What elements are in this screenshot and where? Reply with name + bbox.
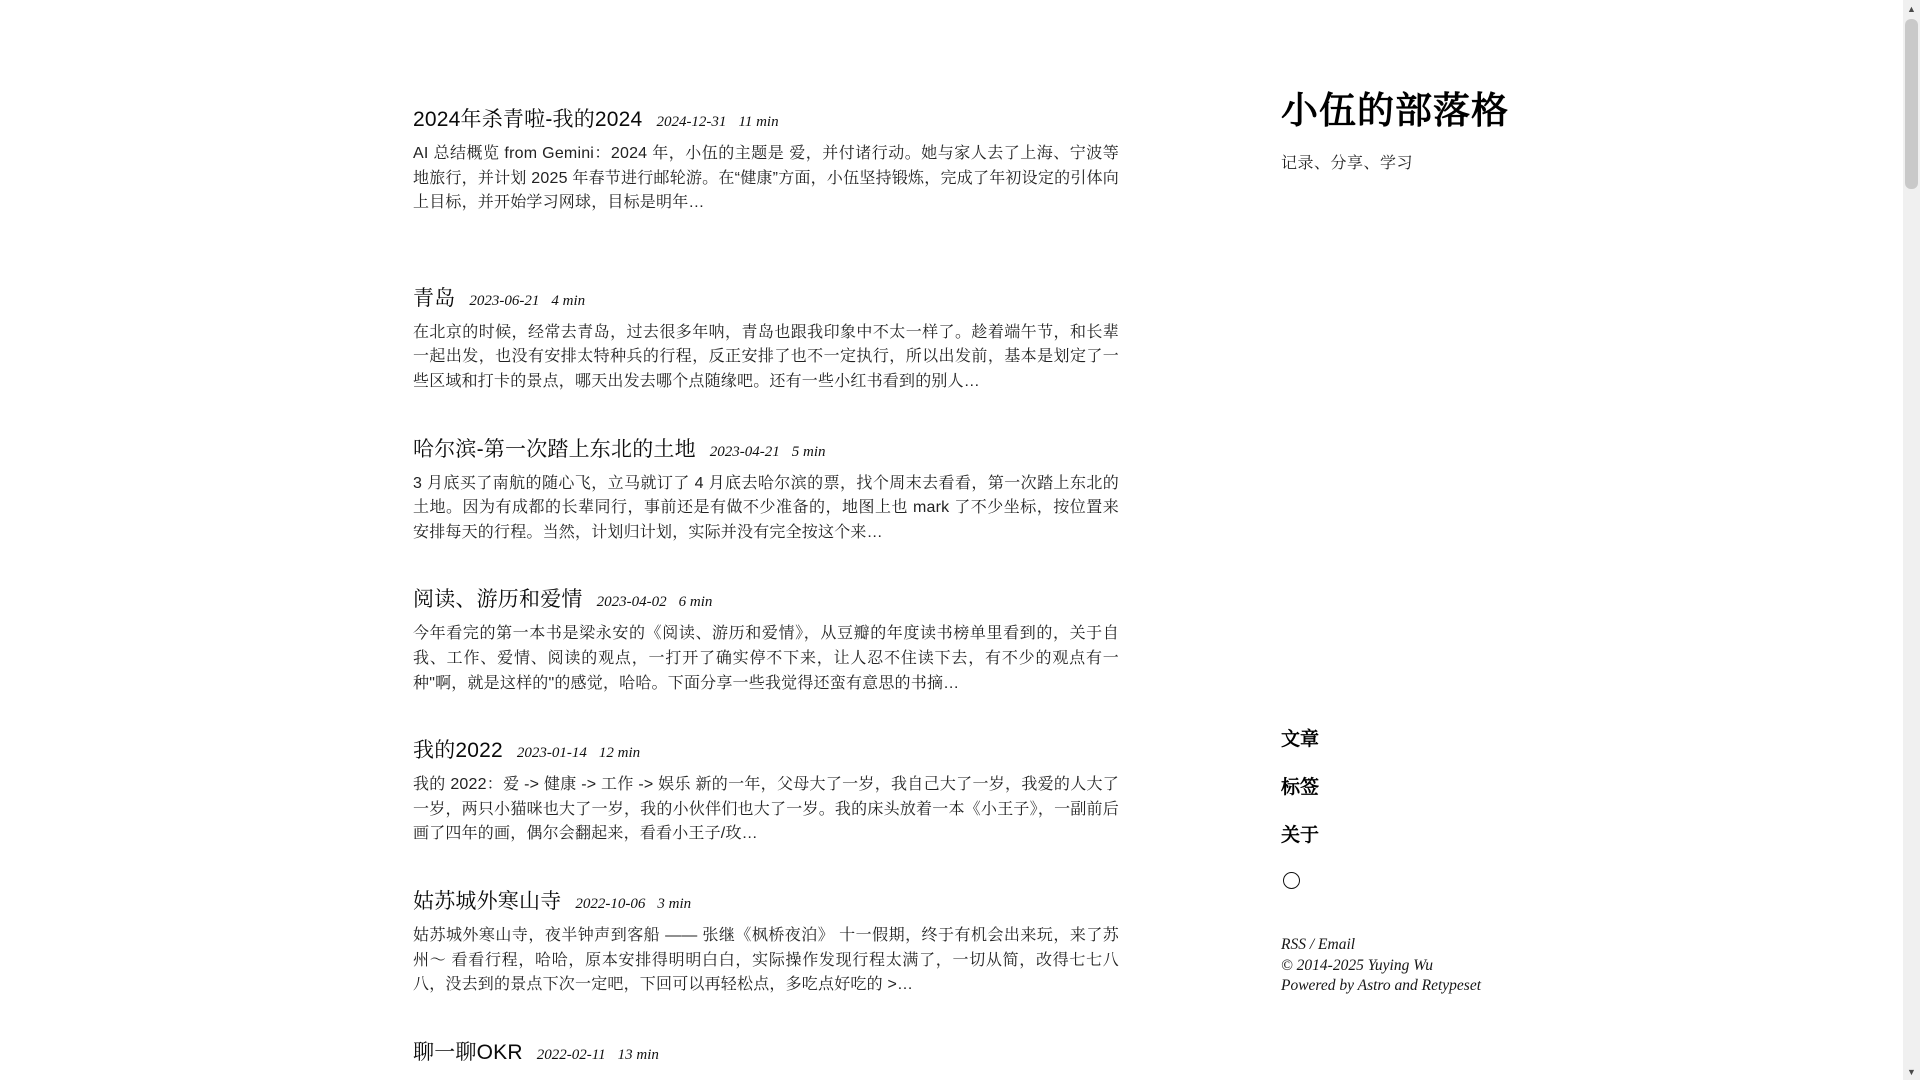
post-item <box>413 103 1119 216</box>
copyright-text: © 2014-2025 Yuying Wu <box>1281 956 1434 974</box>
post-date: 2023-01-14 <box>516 745 587 762</box>
post-meta <box>517 745 640 762</box>
post-item <box>413 1036 1119 1066</box>
post-excerpt: AI 总结概览 from Gemini：2024 年，小伍的主题是 爱，并付诸行动。她与家人去了上海、宁波等地旅行，并计划 2025 年春节进行邮轮游。在“健康”方面，小伍坚持锻炼，完成了年初设定的引体向上目标，并开始学习网球，目标是明年… <box>413 145 1119 212</box>
scroll-down-arrow-icon[interactable]: ▼ <box>1907 1066 1916 1077</box>
scrollbar-thumb[interactable] <box>1905 19 1918 189</box>
post-date: 2022-10-06 <box>575 895 646 912</box>
post-meta <box>597 594 713 611</box>
scrollbar-track[interactable] <box>1903 0 1920 1080</box>
post-item <box>413 734 1119 847</box>
post-date: 2023-06-21 <box>469 292 540 309</box>
post-item <box>413 583 1119 696</box>
sidebar-nav <box>1281 724 1481 868</box>
circle-icon <box>1283 872 1300 889</box>
post-header <box>413 433 1119 463</box>
post-read-time: 12 min <box>598 745 641 762</box>
sidebar-item-articles[interactable]: 文章 <box>1281 729 1320 750</box>
post-title-link[interactable]: 哈尔滨-第一次踏上东北的土地 <box>413 437 696 461</box>
post-header <box>413 583 1119 613</box>
post-excerpt: 在北京的时候，经常去青岛，过去很多年呐，青岛也跟我印象中不太一样了。趁着端午节，和长辈一起出发，也没有安排太特种兵的行程，反正安排了也不一定执行，所以出发前，基本是划定了一些区域和打卡的景点，哪天出发去哪个点随缘吧。还有一些小红书看到的别人… <box>413 323 1119 390</box>
post-title-link[interactable]: 青岛 <box>413 286 456 310</box>
post-list <box>413 103 1119 1080</box>
post-read-time: 11 min <box>738 114 779 130</box>
post-excerpt: 姑苏城外寒山寺，夜半钟声到客船 —— 张继《枫桥夜泊》 十一假期，终于有机会出来玩，来了苏州～ 看看行程，哈哈，原本安排得明明白白，实际操作发现行程太满了，一切从简，改得七七八八，没去到的景点下次一定吧，下回可以再轻松点，多吃点好吃的 >… <box>413 926 1119 994</box>
post-header <box>413 1036 1119 1066</box>
post-excerpt: 我的 2022：爱 -> 健康 -> 工作 -> 娱乐 新的一年，父母大了一岁，我自己大了一岁，我爱的人大了一岁，两只小猫咪也大了一岁，我的小伙伴们也大了一岁。我的床头放着一本《小王子》，一副前后画了四年的画，偶尔会翻起来，看看小王子/玫… <box>413 776 1119 843</box>
rss-link[interactable]: RSS <box>1281 936 1306 953</box>
footer-separator: / <box>1305 936 1319 953</box>
sidebar-item-tags[interactable]: 标签 <box>1281 777 1320 798</box>
post-meta <box>469 293 585 310</box>
sidebar <box>1281 80 1701 173</box>
post-meta <box>537 1047 659 1064</box>
post-read-time: 13 min <box>617 1046 659 1063</box>
footer-feed-line <box>1281 935 1481 956</box>
post-title-link[interactable]: 聊一聊OKR <box>413 1040 523 1064</box>
blog-title-link[interactable]: 小伍的部落格 <box>1281 91 1509 132</box>
post-read-time: 3 min <box>657 895 692 912</box>
theme-toggle-button[interactable] <box>1283 872 1301 890</box>
post-meta <box>575 896 691 913</box>
post-header <box>413 282 1119 312</box>
post-header <box>413 885 1119 915</box>
post-read-time: 5 min <box>791 443 826 460</box>
post-item <box>413 885 1119 998</box>
post-title-link[interactable]: 我的2022 <box>413 739 503 763</box>
post-item <box>413 282 1119 395</box>
email-link[interactable]: Email <box>1318 936 1356 953</box>
sidebar-footer <box>1281 935 1481 997</box>
blog-subtitle: 记录、分享、学习 <box>1281 155 1414 172</box>
post-date: 2023-04-21 <box>709 443 780 460</box>
post-item <box>413 433 1119 546</box>
post-date: 2022-02-11 <box>536 1046 606 1063</box>
sidebar-item-about[interactable]: 关于 <box>1281 825 1320 846</box>
post-header <box>413 103 1119 133</box>
scroll-up-arrow-icon[interactable]: ▲ <box>1907 3 1916 14</box>
post-date: 2023-04-02 <box>596 594 667 611</box>
post-excerpt: 3 月底买了南航的随心飞，立马就订了 4 月底去哈尔滨的票，找个周末去看看，第一次踏上东北的土地。因为有成都的长辈同行，事前还是有做不少准备的，地图上也 mark 了不少坐标，按位置来安排每天的行程。当然，计划归计划，实际并没有完全按这个来… <box>413 474 1119 541</box>
post-title-link[interactable]: 阅读、游历和爱情 <box>413 588 583 612</box>
post-title-link[interactable]: 姑苏城外寒山寺 <box>413 889 562 913</box>
post-header <box>413 734 1119 764</box>
post-meta <box>710 444 826 461</box>
post-read-time: 4 min <box>551 292 586 309</box>
post-date: 2024-12-31 <box>656 114 727 130</box>
powered-by-text: Powered by Astro and Retypeset <box>1281 977 1482 994</box>
post-title-link[interactable]: 2024年杀青啦-我的2024 <box>413 108 643 131</box>
post-meta <box>656 114 778 131</box>
post-excerpt: 今年看完的第一本书是梁永安的《阅读、游历和爱情》，从豆瓣的年度读书榜单里看到的，关于自我、工作、爱情、阅读的观点，一打开了确实停不下来，让人忍不住读下去，有不少的观点有一种"啊，就是这样的"的感觉，哈哈。下面分享一些我觉得还蛮有意思的书摘… <box>413 625 1119 692</box>
post-read-time: 6 min <box>678 594 713 611</box>
